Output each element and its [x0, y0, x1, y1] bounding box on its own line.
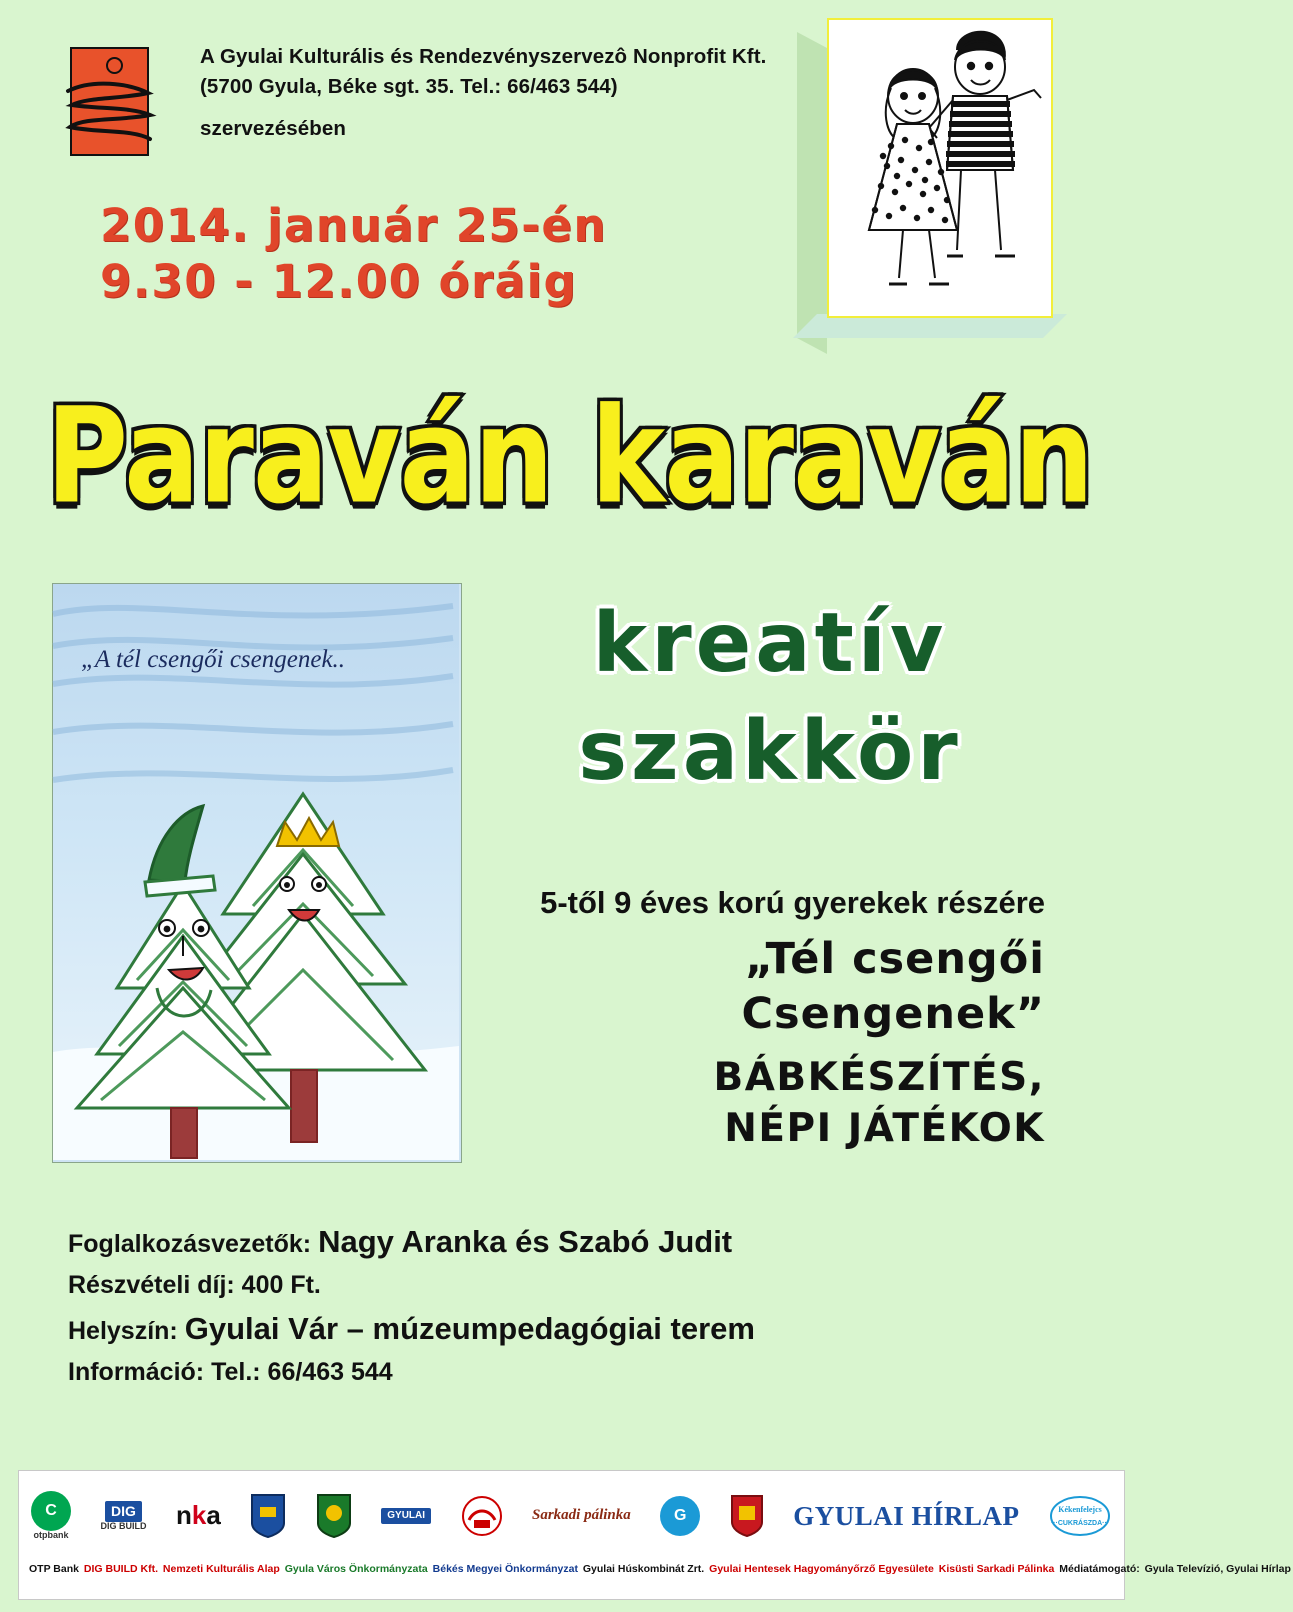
svg-text:Kékenfelejcs: Kékenfelejcs	[1058, 1505, 1102, 1514]
kids-illustration-frame	[797, 18, 1059, 338]
credit-8: Médiatámogató:	[1059, 1563, 1140, 1575]
event-date	[100, 198, 607, 311]
info-fee: Részvételi díj: 400 Ft.	[68, 1271, 321, 1300]
info-contact: Információ: Tel.: 66/463 544	[68, 1357, 393, 1386]
sponsor-nka	[176, 1502, 221, 1529]
program-title-line-2: Csengenek”	[741, 989, 1045, 1040]
age-range: 5-től 9 éves korú gyerekek részére	[540, 885, 1045, 920]
venue-value: Gyulai Vár – múzeumpedagógiai terem	[184, 1310, 755, 1346]
bekes-coat-of-arms-icon	[316, 1493, 352, 1539]
hentesek-emblem-icon	[461, 1494, 503, 1538]
huskombinat-icon: GYULAI	[381, 1508, 431, 1525]
logo-dot	[106, 57, 123, 74]
credit-0: OTP Bank	[29, 1563, 79, 1575]
organiser-line-3: szervezésében	[200, 117, 347, 141]
sponsor-gyula-cimer	[730, 1494, 764, 1538]
otpbank-icon: C	[31, 1491, 71, 1531]
sponsor-hentesek	[461, 1494, 503, 1538]
credit-4: Békés Megyei Önkormányzat	[432, 1563, 578, 1575]
sarkadi-palinka-icon: Sarkadi pálinka	[532, 1507, 631, 1524]
subtitle	[460, 590, 1080, 806]
program-title-line-1: „Tél csengői	[745, 934, 1045, 984]
sponsor-credits	[29, 1563, 1291, 1576]
credit-7: Kisüsti Sarkadi Pálinka	[938, 1563, 1055, 1575]
credit-6: Gyulai Hentesek Hagyományőrző Egyesülete	[709, 1563, 934, 1575]
sponsor-gyula-varos	[250, 1493, 286, 1539]
sponsor-label-0: otpbank	[33, 1530, 69, 1541]
subtitle-line-2: szakkör	[578, 704, 962, 800]
leaders-label: Foglalkozásvezetők:	[68, 1230, 312, 1258]
program-activities	[465, 1053, 1045, 1154]
sponsor-gyula-televizio	[660, 1496, 700, 1536]
cukraszda-logo-icon	[1049, 1494, 1111, 1538]
credit-1: DIG BUILD Kft.	[83, 1563, 158, 1575]
sponsor-otpbank	[31, 1491, 71, 1540]
venue-label: Helyszín:	[68, 1316, 178, 1345]
sponsor-logo-row	[25, 1477, 1117, 1555]
sponsors-strip	[18, 1470, 1291, 1600]
info-leaders	[68, 1218, 968, 1266]
event-date-line-1: 2014. január 25-én	[100, 199, 607, 252]
sponsor-gyulai-hirlap	[793, 1502, 1019, 1530]
program-title	[465, 932, 1045, 1042]
gyulai-hirlap-wordmark: GYULAI HÍRLAP	[793, 1500, 1020, 1531]
nka-icon: nka	[175, 1500, 221, 1531]
organiser-text	[200, 42, 766, 144]
sponsor-dig-build	[100, 1501, 146, 1531]
info-venue	[68, 1305, 968, 1353]
subtitle-line-1: kreatív	[592, 596, 948, 691]
svg-text:···CUKRÁSZDA···: ···CUKRÁSZDA···	[1050, 1520, 1110, 1527]
frame-shadow-left	[797, 32, 827, 354]
organiser-line-1: A Gyulai Kulturális és Rendezvényszervezô Nonprofit Kft.	[200, 45, 767, 68]
gyula-crest-icon	[730, 1494, 764, 1538]
page-title: Paraván karaván	[46, 380, 1093, 534]
organiser-line-2: (5700 Gyula, Béke sgt. 35. Tel.: 66/463 544)	[200, 74, 618, 98]
event-info	[68, 1218, 968, 1392]
gyula-tv-icon: G	[660, 1496, 700, 1536]
credit-3: Gyula Város Önkormányzata	[284, 1563, 428, 1575]
logo-scribble-icon	[62, 77, 157, 147]
sponsor-cukraszda	[1049, 1494, 1111, 1538]
activity-line-2: NÉPI JÁTÉKOK	[724, 1105, 1045, 1151]
sponsor-huskombinat	[381, 1508, 431, 1525]
event-date-line-2: 9.30 - 12.00 óráig	[100, 255, 578, 309]
credit-5: Gyulai Húskombinát Zrt.	[582, 1563, 705, 1575]
sponsor-sarkadi-palinka	[532, 1508, 631, 1524]
activity-line-1: BÁBKÉSZÍTÉS,	[713, 1055, 1045, 1100]
sponsor-bekes-megye	[316, 1493, 352, 1539]
sponsor-label-1: DIG BUILD	[100, 1520, 147, 1531]
credit-9: Gyula Televízió, Gyulai Hírlap	[1144, 1563, 1291, 1575]
kids-illustration	[827, 18, 1053, 318]
dig-build-icon: DIG	[105, 1501, 142, 1522]
gyula-coat-of-arms-icon	[250, 1493, 286, 1539]
credit-2: Nemzeti Kulturális Alap	[162, 1563, 280, 1575]
artwork-caption: „A tél csengői csengenek..	[81, 646, 346, 673]
winter-trees-drawing	[52, 583, 462, 1163]
leaders-value: Nagy Aranka és Szabó Judit	[318, 1224, 733, 1259]
gyulai-kulturalis-logo	[70, 47, 149, 156]
kids-drawing-icon	[829, 20, 1051, 316]
